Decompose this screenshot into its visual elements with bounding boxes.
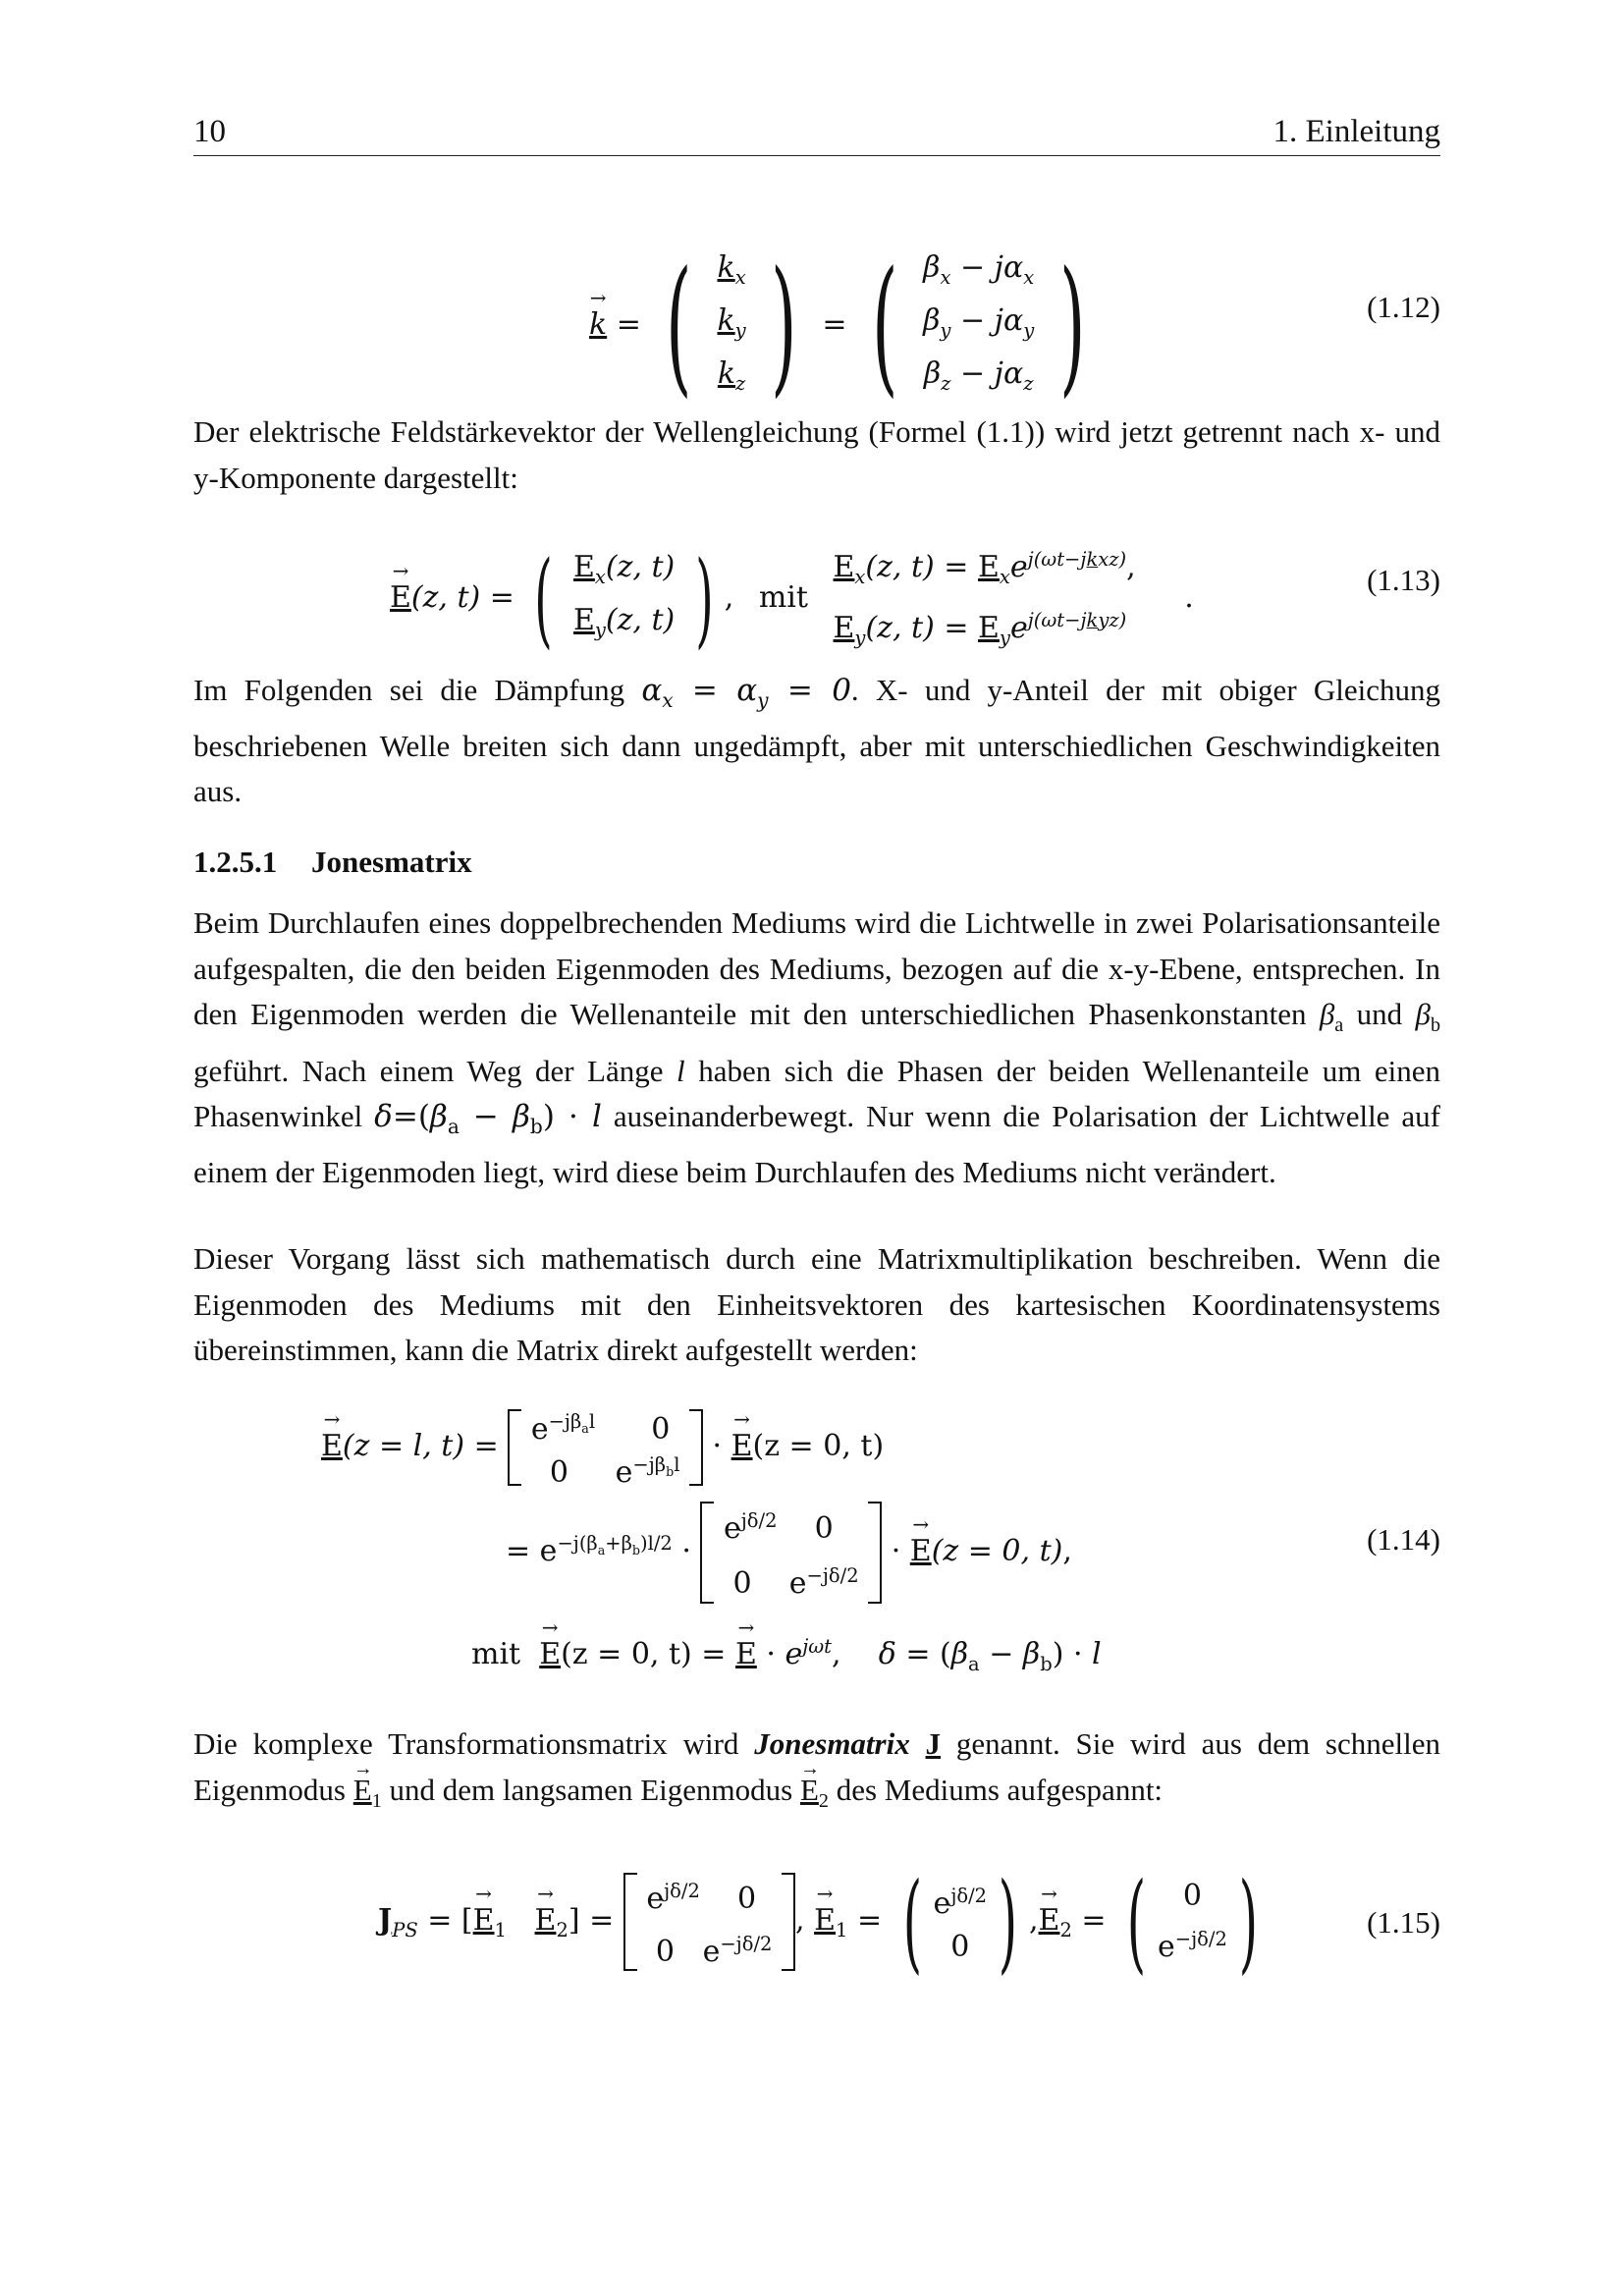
chapter-title: 1. Einleitung bbox=[1272, 114, 1440, 149]
paragraph-jonesmatrix: Die komplexe Transformationsmatrix wird Jonesmatrix J genannt. Sie wird aus dem schnellen Eigenmodus → $E_1$ und dem langsamen Eigenmodus → $E_2$ des Mediums aufgespannt: bbox=[193, 1722, 1440, 1824]
section-heading bbox=[193, 845, 472, 880]
paragraph-damping: Im Folgenden sei die Dämpfung $\alpha_x = \alpha_y = 0$. X- und y-Anteil der mit obiger Gleichung beschriebenen Welle breiten sich dann ungedämpft, aber mit unterschiedlichen Geschwindigkeiten aus. bbox=[193, 673, 1440, 809]
equation-number-1-14: (1.14) bbox=[1367, 1522, 1440, 1557]
equation-number-1-13: (1.13) bbox=[1367, 563, 1440, 597]
page-header bbox=[193, 110, 1440, 156]
paragraph-matrix: Dieser Vorgang lässt sich mathematisch durch eine Matrixmultiplikation beschreiben. Wenn die Eigenmoden des Mediums mit den Einheitsvektoren des kartesischen Koordinatensystems übereinstimmen, kann die Matrix direkt aufgestellt werden: bbox=[193, 1241, 1440, 1367]
equation-number-1-12: (1.12) bbox=[1367, 290, 1440, 324]
equation-number-1-15: (1.15) bbox=[1367, 1905, 1440, 1940]
section-title: Jonesmatrix bbox=[311, 845, 472, 879]
equation-1-12: → k = ( $k_x$ $k_y$ $k_z$ ) = ( $\beta_x - j\alpha_x$ $\beta_y - j\alpha_y$ $\beta_z - j\alpha_z$ ) bbox=[589, 241, 1101, 411]
section-number: 1.2.5.1 bbox=[193, 845, 278, 879]
equation-1-15: $J_{PS}$ = [→ $E_1 \to E_2$] = $e^{j\delta/2}$ 0 0 $e^{-j\delta/2}$ , → $E_1$ = ( $e^{j\delta/2}$ 0 ) ,→ $E_2$ = ( 0 $e^{-j\delta/2}$ ) bbox=[378, 1859, 1270, 1985]
equation-1-14-line2: = $e^{-j(\beta_a+\beta_b)l/2}$ · $e^{j\delta/2}$ 0 0 $e^{-j\delta/2}$ · → E(z = 0, t), bbox=[506, 1498, 1072, 1608]
mit-label: mit bbox=[758, 580, 808, 615]
page-number: 10 bbox=[193, 114, 226, 149]
equation-1-14-line1: → E(z = l, t) = $e^{-j\beta_al}$ 0 0 $e^{-j\beta_bl}$ · → E(z = 0, t) bbox=[321, 1404, 884, 1491]
paragraph-field-vector: Der elektrische Feldstärkevektor der Wellengleichung (Formel (1.1)) wird jetzt getrennt nach x- und y-Komponente dargestellt: bbox=[193, 414, 1440, 495]
equation-1-13: → E(z, t) = ( $E_x(z$, t) $E_y(z$, t) ) , mit $E_x(z$, $t) = E_xe^{j(\omega t-jkxz)}$, $E_y(z$, $t) = E_ye^{j(\omega t-jkyz)}$ . bbox=[390, 538, 1194, 660]
paragraph-birefringence: Beim Durchlaufen eines doppelbrechenden Mediums wird die Lichtwelle in zwei Polarisationsanteile aufgespalten, die den beiden Eigenmoden des Mediums, bezogen auf die x-y-Ebene, entsprechen. In den Eigenmoden werden die Wellenanteile mit den unterschiedlichen Phasenkonstanten $\beta_a$ und $\beta_b$ geführt. Nach einem Weg der Länge l haben sich die Phasen der beiden Wellenanteile um einen Phasenwinkel $\delta=(\beta_a - \beta_b) \cdot l$ auseinanderbewegt. Nur wenn die Polarisation der Lichtwelle auf einem der Eigenmoden liegt, wird diese beim Durchlaufen des Mediums nicht verändert. bbox=[193, 905, 1441, 1189]
equation-1-14-line3: mit → E(z = 0, t) = → $E \cdot e^{j\omega t}$, $\delta = (\beta_a - \beta_b) \cdot l$ bbox=[471, 1635, 1102, 1675]
